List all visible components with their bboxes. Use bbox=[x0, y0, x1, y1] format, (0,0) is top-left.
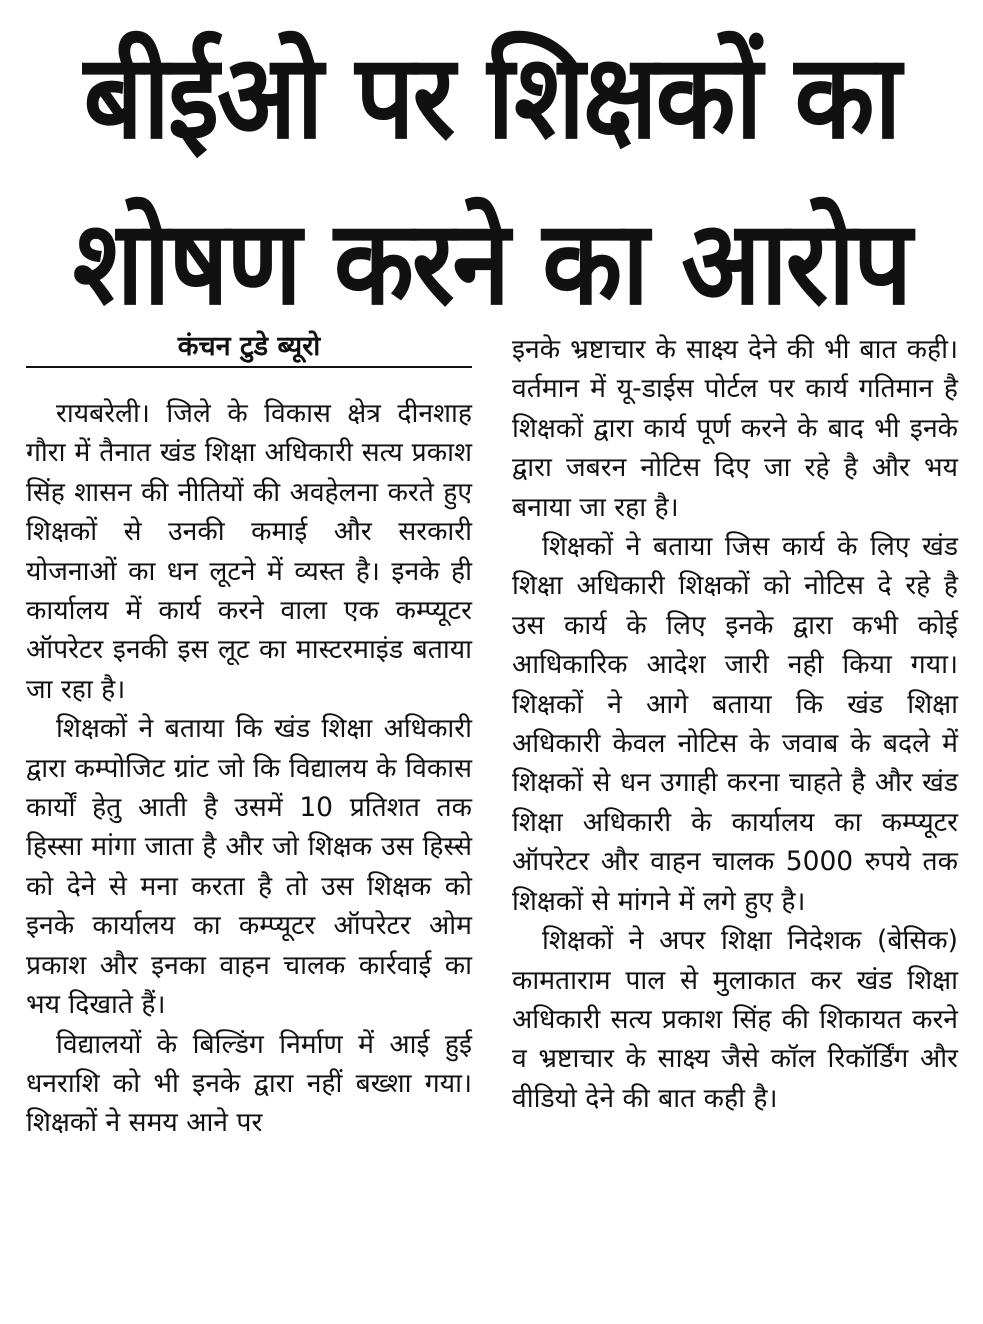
paragraph-right-3: शिक्षकों ने अपर शिक्षा निदेशक (बेसिक) कामताराम पाल से मुलाकात कर खंड शिक्षा अधिकारी सत्य प्रकाश सिंह की शिकायत करने व भ्रष्टाचार के साक्ष्य जैसे कॉल रिकॉर्डिंग और वीडियो देने की बात कही है। bbox=[512, 925, 958, 1114]
paragraph-right-1: इनके भ्रष्टाचार के साक्ष्य देने की भी बात कही। वर्तमान में यू-डाईस पोर्टल पर कार्य गतिमान है शिक्षकों द्वारा कार्य पूर्ण करने के बाद भी इनके द्वारा जबरन नोटिस दिए जा रहे है और भय बनाया जा रहा है। bbox=[512, 334, 958, 523]
paragraph-left-2: शिक्षकों ने बताया कि खंड शिक्षा अधिकारी द्वारा कम्पोजिट ग्रांट जो कि विद्यालय के विकास कार्यों हेतु आती है उसमें 10 प्रतिशत तक हिस्सा मांगा जाता है और जो शिक्षक उस हिस्से को देने से मना करता है तो उस शिक्षक को इनके कार्यालय का कम्प्यूटर ऑपरेटर ओम प्रकाश और इनका वाहन चालक कार्रवाई का भय दिखाते हैं। bbox=[26, 713, 472, 1021]
paragraph-left-3: विद्यालयों के बिल्डिंग निर्माण में आई हुई धनराशि को भी इनके द्वारा नहीं बख्शा गया। शिक्षकों ने समय आने पर bbox=[26, 1028, 472, 1139]
left-column bbox=[26, 330, 472, 1143]
headline bbox=[0, 14, 983, 346]
headline-line-2: शोषण करने का आरोप bbox=[72, 194, 911, 331]
paragraph-right-2: शिक्षकों ने बताया जिस कार्य के लिए खंड शिक्षा अधिकारी शिक्षकों को नोटिस दे रहे है उस कार्य के लिए इनके द्वारा कभी कोई आधिकारिक आदेश जारी नही किया गया। शिक्षकों ने आगे बताया कि खंड शिक्षा अधिकारी केवल नोटिस के जवाब के बदले में शिक्षकों से धन उगाही करना चाहते है और खंड शिक्षा अधिकारी के कार्यालय का कम्प्यूटर ऑपरेटर और वाहन चालक 5000 रुपये तक शिक्षकों से मांगने में लगे हुए है। bbox=[512, 531, 958, 917]
paragraph-left-1: रायबरेली। जिले के विकास क्षेत्र दीनशाह गौरा में तैनात खंड शिक्षा अधिकारी सत्य प्रकाश सिंह शासन की नीतियों की अवहेलना करते हुए शिक्षकों से उनकी कमाई और सरकारी योजनाओं का धन लूटने में व्यस्त है। इनके ही कार्यालय में कार्य करने वाला एक कम्प्यूटर ऑपरेटर इनकी इस लूट का मास्टरमाइंड बताया जा रहा है। bbox=[26, 398, 472, 705]
byline: कंचन टुडे ब्यूरो bbox=[26, 330, 472, 368]
right-column bbox=[512, 330, 958, 1118]
headline-line-1: बीईओ पर शिक्षकों का bbox=[83, 28, 900, 166]
